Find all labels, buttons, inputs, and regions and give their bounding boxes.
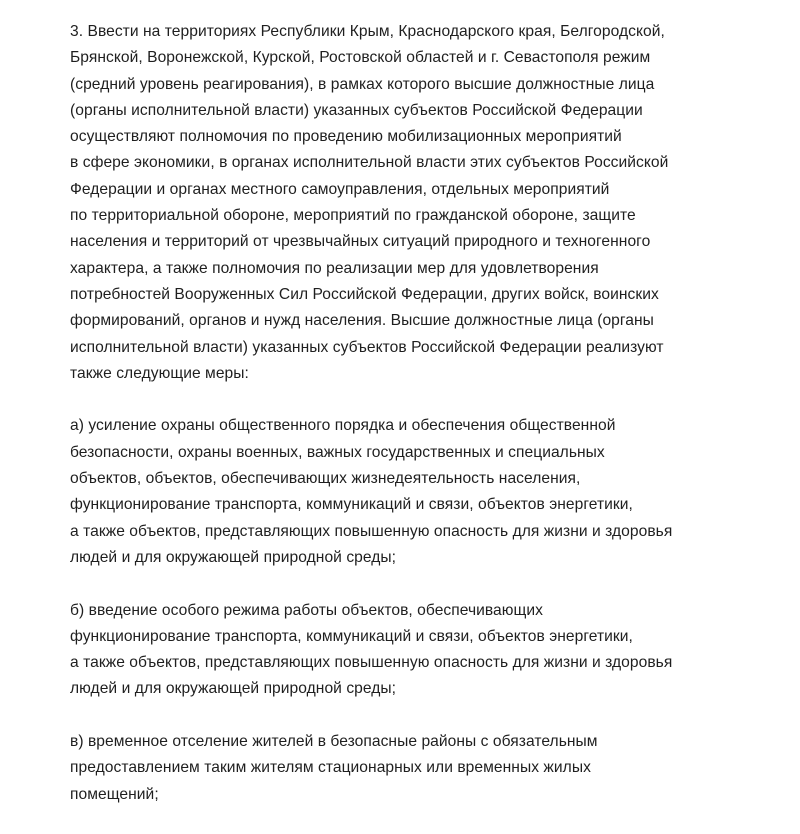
paragraph-item-v <box>70 729 730 808</box>
text-line: (средний уровень реагирования), в рамках которого высшие должностные лица <box>70 75 655 93</box>
text-line: осуществляют полномочия по проведению мобилизационных мероприятий <box>70 128 622 146</box>
text-line: людей и для окружающей природной среды; <box>70 680 397 698</box>
text-line: объектов, объектов, обеспечивающих жизнедеятельность населения, <box>70 470 581 488</box>
text-line: Федерации и органах местного самоуправления, отдельных мероприятий <box>70 180 610 198</box>
text-line: а также объектов, представляющих повышенную опасность для жизни и здоровья <box>70 522 673 540</box>
text-line: а также объектов, представляющих повышенную опасность для жизни и здоровья <box>70 654 673 672</box>
text-line: 3. Ввести на территориях Республики Крым, Краснодарского края, Белгородской, <box>70 23 665 40</box>
text-line: потребностей Вооруженных Сил Российской Федерации, других войск, воинских <box>70 285 659 303</box>
text-line: в сфере экономики, в органах исполнительной власти этих субъектов Российской <box>70 154 669 172</box>
text-line: Брянской, Воронежской, Курской, Ростовской областей и г. Севастополя режим <box>70 49 651 67</box>
text-line: предоставлением таким жителям стационарных или временных жилых <box>70 759 591 777</box>
text-line: в) временное отселение жителей в безопасные районы с обязательным <box>70 733 598 751</box>
text-line: а) усиление охраны общественного порядка и обеспечения общественной <box>70 417 616 435</box>
document-body <box>70 19 730 834</box>
paragraph-item-b <box>70 598 730 703</box>
paragraph-point-3 <box>70 19 730 387</box>
text-line: б) введение особого режима работы объектов, обеспечивающих <box>70 601 544 619</box>
text-line: функционирование транспорта, коммуникаций и связи, объектов энергетики, <box>70 496 633 514</box>
text-line: формирований, органов и нужд населения. Высшие должностные лица (органы <box>70 312 654 330</box>
text-line: (органы исполнительной власти) указанных субъектов Российской Федерации <box>70 101 643 119</box>
text-line: характера, а также полномочия по реализации мер для удовлетворения <box>70 259 599 277</box>
text-line: также следующие меры: <box>70 364 249 382</box>
text-line: функционирование транспорта, коммуникаций и связи, объектов энергетики, <box>70 627 633 645</box>
paragraph-item-a <box>70 413 730 571</box>
text-line: безопасности, охраны военных, важных государственных и специальных <box>70 443 605 461</box>
text-line: по территориальной обороне, мероприятий по гражданской обороне, защите <box>70 207 636 225</box>
text-line: исполнительной власти) указанных субъектов Российской Федерации реализуют <box>70 338 664 356</box>
text-line: людей и для окружающей природной среды; <box>70 548 397 566</box>
text-line: населения и территорий от чрезвычайных ситуаций природного и техногенного <box>70 233 651 251</box>
text-line: помещений; <box>70 785 159 803</box>
